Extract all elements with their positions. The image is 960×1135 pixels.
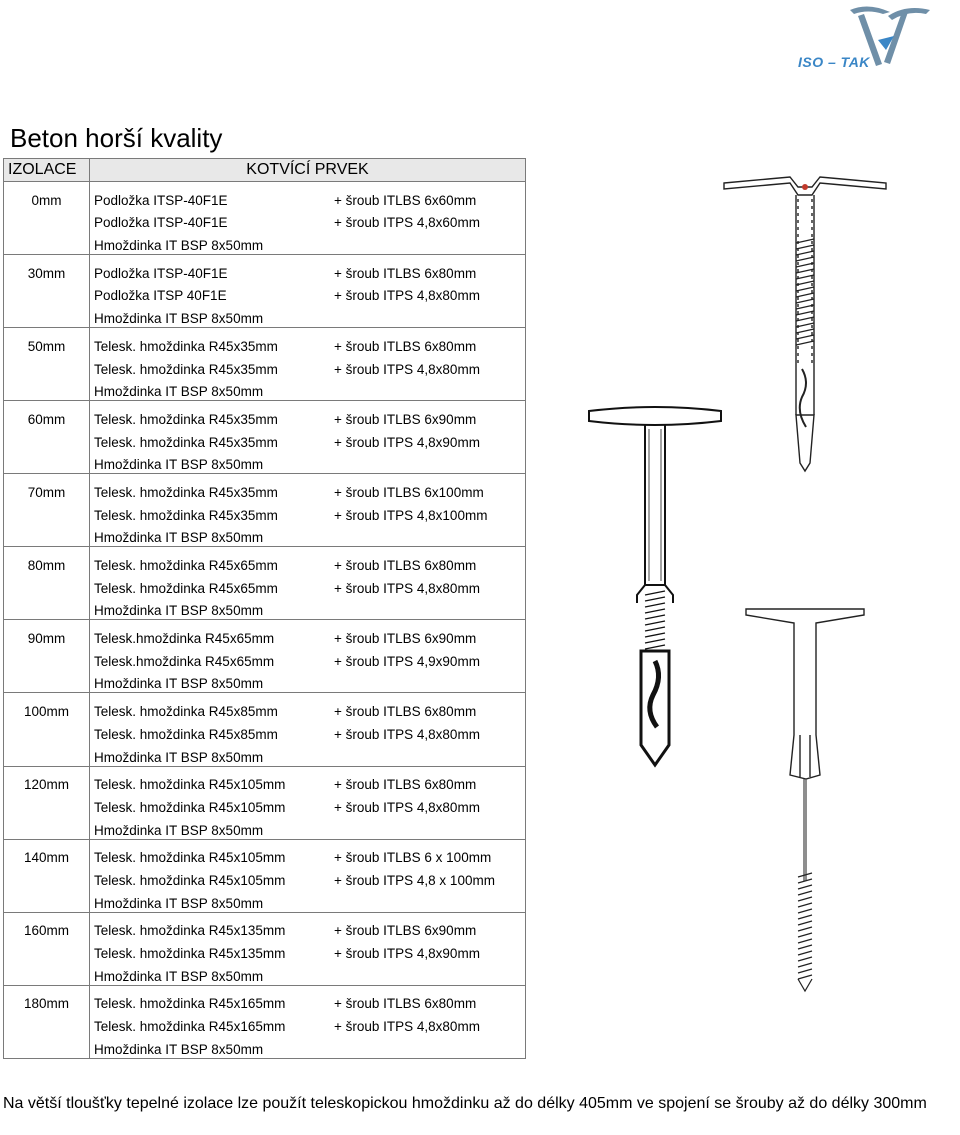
insulation-cell: [4, 501, 90, 524]
table-row: [4, 328, 526, 355]
dowel-cell: Telesk. hmoždinka R45x35mm: [94, 434, 278, 450]
insulation-cell: 160mm: [4, 912, 90, 939]
dowel-cell: Telesk. hmoždinka R45x135mm: [94, 923, 286, 939]
dowel-cell: Hmoždinka IT BSP 8x50mm: [90, 962, 331, 985]
table-row: [4, 647, 526, 670]
screw-cell: [330, 670, 526, 693]
screw-cell: + šroub ITPS 4,8x80mm: [330, 282, 526, 305]
dowel-cell: Telesk. hmoždinka R45x105mm: [94, 850, 286, 866]
screw-thread-icon: [645, 591, 665, 649]
insulation-cell: 140mm: [4, 839, 90, 866]
table-row: [4, 889, 526, 912]
screw-thread-icon: [798, 873, 812, 979]
screw-cell: + šroub ITLBS 6x100mm: [330, 474, 526, 501]
dowel-cell: Telesk. hmoždinka R45x85mm: [94, 704, 278, 720]
dowel-cell: Telesk. hmoždinka R45x105mm: [94, 799, 286, 815]
screw-cell: + šroub ITPS 4,8x80mm: [330, 574, 526, 597]
table-row: [4, 255, 526, 282]
insulation-cell: 100mm: [4, 693, 90, 720]
insulation-cell: 60mm: [4, 401, 90, 428]
table-row: [4, 401, 526, 428]
dowel-cell: Telesk. hmoždinka R45x165mm: [94, 1019, 286, 1035]
screw-cell: + šroub ITPS 4,8x100mm: [330, 501, 526, 524]
insulation-cell: [4, 524, 90, 547]
dowel-cell: Telesk. hmoždinka R45x65mm: [94, 580, 278, 596]
table-body: [4, 182, 526, 1059]
insulation-cell: 0mm: [4, 182, 90, 209]
screw-cell: [330, 451, 526, 474]
screw-cell: + šroub ITLBS 6x80mm: [330, 547, 526, 574]
table-row: [4, 1035, 526, 1058]
dowel-cell: Telesk. hmoždinka R45x85mm: [94, 726, 278, 742]
table-row: [4, 793, 526, 816]
insulation-cell: [4, 378, 90, 401]
page-title: Beton horší kvality: [10, 123, 223, 154]
screw-cell: [330, 304, 526, 327]
table-row: [4, 304, 526, 327]
table-row: [4, 939, 526, 962]
plastic-dowel-screw-drawing-icon: [740, 605, 870, 995]
screw-cell: + šroub ITLBS 6x80mm: [330, 255, 526, 282]
insulation-cell: 30mm: [4, 255, 90, 282]
anchor-table: [3, 158, 526, 1059]
screw-cell: + šroub ITPS 4,8 x 100mm: [330, 866, 526, 889]
dowel-cell: Hmoždinka IT BSP 8x50mm: [90, 524, 331, 547]
screw-cell: + šroub ITPS 4,8x80mm: [330, 793, 526, 816]
table-row: [4, 670, 526, 693]
screw-thread-icon: [796, 239, 814, 345]
dowel-cell: Hmoždinka IT BSP 8x50mm: [90, 231, 331, 254]
dowel-cell: Hmoždinka IT BSP 8x50mm: [90, 889, 331, 912]
table-row: [4, 547, 526, 574]
dowel-cell: Telesk. hmoždinka R45x165mm: [94, 996, 286, 1012]
screw-cell: + šroub ITPS 4,8x80mm: [330, 355, 526, 378]
dowel-cell: Hmoždinka IT BSP 8x50mm: [90, 451, 331, 474]
dowel-cell: Telesk. hmoždinka R45x35mm: [94, 507, 278, 523]
table-row: [4, 574, 526, 597]
dowel-cell: Telesk. hmoždinka R45x35mm: [94, 484, 278, 500]
table-row: [4, 474, 526, 501]
screw-cell: + šroub ITLBS 6 x 100mm: [330, 839, 526, 866]
table-row: [4, 597, 526, 620]
table-row: [4, 209, 526, 232]
header-insulation: IZOLACE: [4, 159, 90, 182]
screw-cell: + šroub ITLBS 6x80mm: [330, 985, 526, 1012]
table-row: [4, 620, 526, 647]
screw-cell: [330, 597, 526, 620]
table-row: [4, 182, 526, 209]
screw-cell: + šroub ITPS 4,9x90mm: [330, 647, 526, 670]
washer-screw-drawing-icon: [720, 165, 890, 475]
table-row: [4, 693, 526, 720]
screw-cell: [330, 816, 526, 839]
insulation-cell: 80mm: [4, 547, 90, 574]
dowel-cell: Hmoždinka IT BSP 8x50mm: [90, 816, 331, 839]
screw-cell: [330, 231, 526, 254]
dowel-cell: Telesk. hmoždinka R45x105mm: [94, 777, 286, 793]
insulation-cell: [4, 816, 90, 839]
dowel-cell: Hmoždinka IT BSP 8x50mm: [90, 743, 331, 766]
insulation-cell: [4, 939, 90, 962]
dowel-cell: Telesk. hmoždinka R45x35mm: [94, 361, 278, 377]
table-row: [4, 720, 526, 743]
screw-cell: [330, 378, 526, 401]
insulation-cell: [4, 304, 90, 327]
screw-cell: + šroub ITPS 4,8x60mm: [330, 209, 526, 232]
insulation-cell: 90mm: [4, 620, 90, 647]
dowel-cell: Telesk. hmoždinka R45x105mm: [94, 872, 286, 888]
screw-cell: + šroub ITPS 4,8x80mm: [330, 720, 526, 743]
dowel-cell: Hmoždinka IT BSP 8x50mm: [90, 378, 331, 401]
header-anchor: KOTVÍCÍ PRVEK: [90, 159, 526, 182]
insulation-cell: 70mm: [4, 474, 90, 501]
dowel-cell: Podložka ITSP-40F1E: [94, 192, 228, 208]
dowel-cell: Podložka ITSP-40F1E: [94, 265, 228, 281]
insulation-cell: [4, 962, 90, 985]
dowel-cell: Telesk. hmoždinka R45x135mm: [94, 946, 286, 961]
dowel-cell: Telesk. hmoždinka R45x35mm: [94, 411, 278, 427]
telescopic-dowel-drawing-icon: [585, 405, 725, 770]
table-row: [4, 1012, 526, 1035]
table-row: [4, 282, 526, 305]
dowel-cell: Podložka ITSP-40F1E: [94, 215, 228, 231]
insulation-cell: [4, 720, 90, 743]
dowel-cell: Hmoždinka IT BSP 8x50mm: [90, 670, 331, 693]
insulation-cell: [4, 282, 90, 305]
insulation-cell: [4, 743, 90, 766]
logo-text: ISO – TAK: [798, 54, 870, 70]
screw-cell: + šroub ITLBS 6x80mm: [330, 328, 526, 355]
table-row: [4, 766, 526, 793]
table-row: [4, 355, 526, 378]
dowel-cell: Podložka ITSP 40F1E: [94, 288, 227, 304]
insulation-cell: 50mm: [4, 328, 90, 355]
screw-cell: [330, 889, 526, 912]
dowel-cell: Telesk.hmoždinka R45x65mm: [94, 653, 275, 669]
insulation-cell: [4, 793, 90, 816]
insulation-cell: [4, 355, 90, 378]
dowel-cell: Telesk.hmoždinka R45x65mm: [94, 631, 275, 647]
screw-cell: + šroub ITLBS 6x90mm: [330, 620, 526, 647]
screw-cell: [330, 524, 526, 547]
footer-note: Na větší tloušťky tepelné izolace lze použít teleskopickou hmoždinku až do délky 405mm ve spojení se šrouby až do délky 300mm: [3, 1095, 927, 1112]
table-row: [4, 839, 526, 866]
insulation-cell: 120mm: [4, 766, 90, 793]
dowel-cell: Hmoždinka IT BSP 8x50mm: [90, 304, 331, 327]
dowel-cell: Hmoždinka IT BSP 8x50mm: [90, 597, 331, 620]
insulation-cell: [4, 1012, 90, 1035]
table-row: [4, 231, 526, 254]
table-row: [4, 912, 526, 939]
screw-cell: + šroub ITLBS 6x90mm: [330, 912, 526, 939]
insulation-cell: [4, 451, 90, 474]
table-row: [4, 378, 526, 401]
insulation-cell: [4, 597, 90, 620]
screw-cell: + šroub ITLBS 6x80mm: [330, 693, 526, 720]
table-row: [4, 524, 526, 547]
table-row: [4, 816, 526, 839]
screw-cell: [330, 743, 526, 766]
insulation-cell: [4, 1035, 90, 1058]
table-row: [4, 962, 526, 985]
insulation-cell: [4, 428, 90, 451]
insulation-cell: [4, 231, 90, 254]
screw-cell: + šroub ITLBS 6x60mm: [330, 182, 526, 209]
insulation-cell: [4, 647, 90, 670]
screw-cell: [330, 962, 526, 985]
screw-cell: + šroub ITLBS 6x90mm: [330, 401, 526, 428]
table-row: [4, 501, 526, 524]
dowel-cell: Telesk. hmoždinka R45x65mm: [94, 558, 278, 573]
screw-cell: + šroub ITLBS 6x80mm: [330, 766, 526, 793]
dowel-cell: Telesk. hmoždinka R45x35mm: [94, 338, 278, 354]
table-row: [4, 428, 526, 451]
insulation-cell: [4, 889, 90, 912]
screw-cell: + šroub ITPS 4,8x80mm: [330, 1012, 526, 1035]
table-row: [4, 985, 526, 1012]
insulation-cell: [4, 574, 90, 597]
insulation-cell: 180mm: [4, 985, 90, 1012]
insulation-cell: [4, 209, 90, 232]
dowel-cell: Hmoždinka IT BSP 8x50mm: [90, 1035, 331, 1058]
iso-tak-logo: [790, 0, 960, 75]
table-row: [4, 866, 526, 889]
insulation-cell: [4, 866, 90, 889]
table-row: [4, 743, 526, 766]
screw-cell: + šroub ITPS 4,8x90mm: [330, 428, 526, 451]
table-row: [4, 451, 526, 474]
insulation-cell: [4, 670, 90, 693]
screw-cell: + šroub ITPS 4,8x90mm: [330, 939, 526, 962]
screw-cell: [330, 1035, 526, 1058]
